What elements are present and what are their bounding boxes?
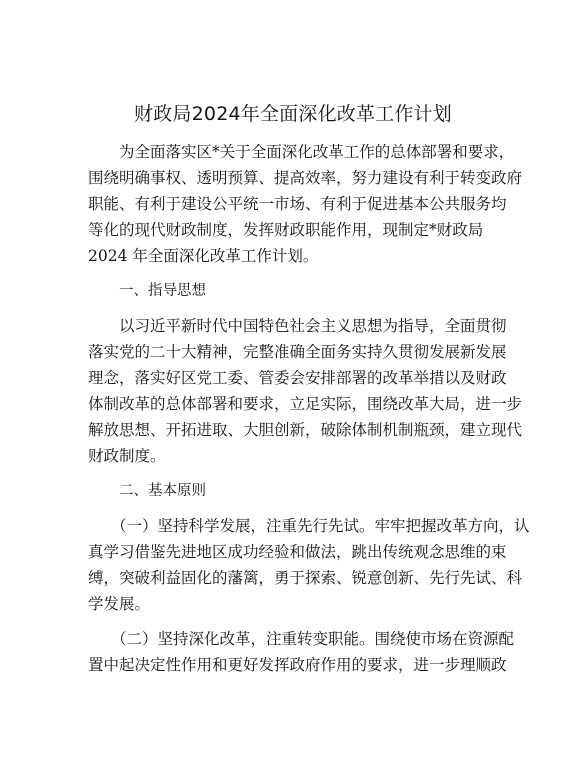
principle2-line: （二）坚持深化改革，注重转变职能。围绕使市场在资源配 [111, 630, 515, 648]
section1-line: 解放思想、开拓进取、大胆创新，破除体制机制瓶颈，建立现代 [88, 421, 523, 439]
document-title: 财政局2024年全面深化改革工作计划 [134, 103, 452, 125]
intro-line: 2024 年全面深化改革工作计划。 [88, 247, 319, 265]
principle1-line: 真学习借鉴先进地区成功经验和做法，跳出传统观念思维的束 [88, 543, 507, 561]
intro-line: 等化的现代财政制度，发挥财政职能作用，现制定*财政局 [88, 221, 484, 239]
section-heading-guiding-ideology: 一、指导思想 [119, 283, 206, 299]
principle1-line: （一）坚持科学发展，注重先行先试。牢牢把握改革方向，认 [111, 517, 530, 535]
section1-line: 理念，落实好区党工委、管委会安排部署的改革举措以及财政 [88, 369, 507, 387]
section1-line: 体制改革的总体部署和要求，立足实际，围绕改革大局，进一步 [88, 395, 523, 413]
section1-line: 财政制度。 [88, 447, 166, 465]
intro-line: 职能、有利于建设公平统一市场、有利于促进基本公共服务均 [88, 195, 507, 213]
principle2-line: 置中起决定性作用和更好发挥政府作用的要求，进一步理顺政 [88, 656, 507, 674]
section1-line: 落实党的二十大精神，完整准确全面务实持久贯彻发展新发展 [88, 343, 507, 361]
intro-line: 围绕明确事权、透明预算、提高效率，努力建设有利于转变政府 [88, 169, 523, 187]
section1-line: 以习近平新时代中国特色社会主义思想为指导，全面贯彻 [119, 317, 507, 335]
principle1-line: 学发展。 [88, 595, 151, 613]
section-heading-basic-principles: 二、基本原则 [119, 483, 206, 499]
intro-line: 为全面落实区*关于全面深化改革工作的总体部署和要求， [119, 143, 515, 161]
principle1-line: 缚，突破利益固化的藩篱，勇于探索、锐意创新、先行先试、科 [88, 569, 523, 587]
